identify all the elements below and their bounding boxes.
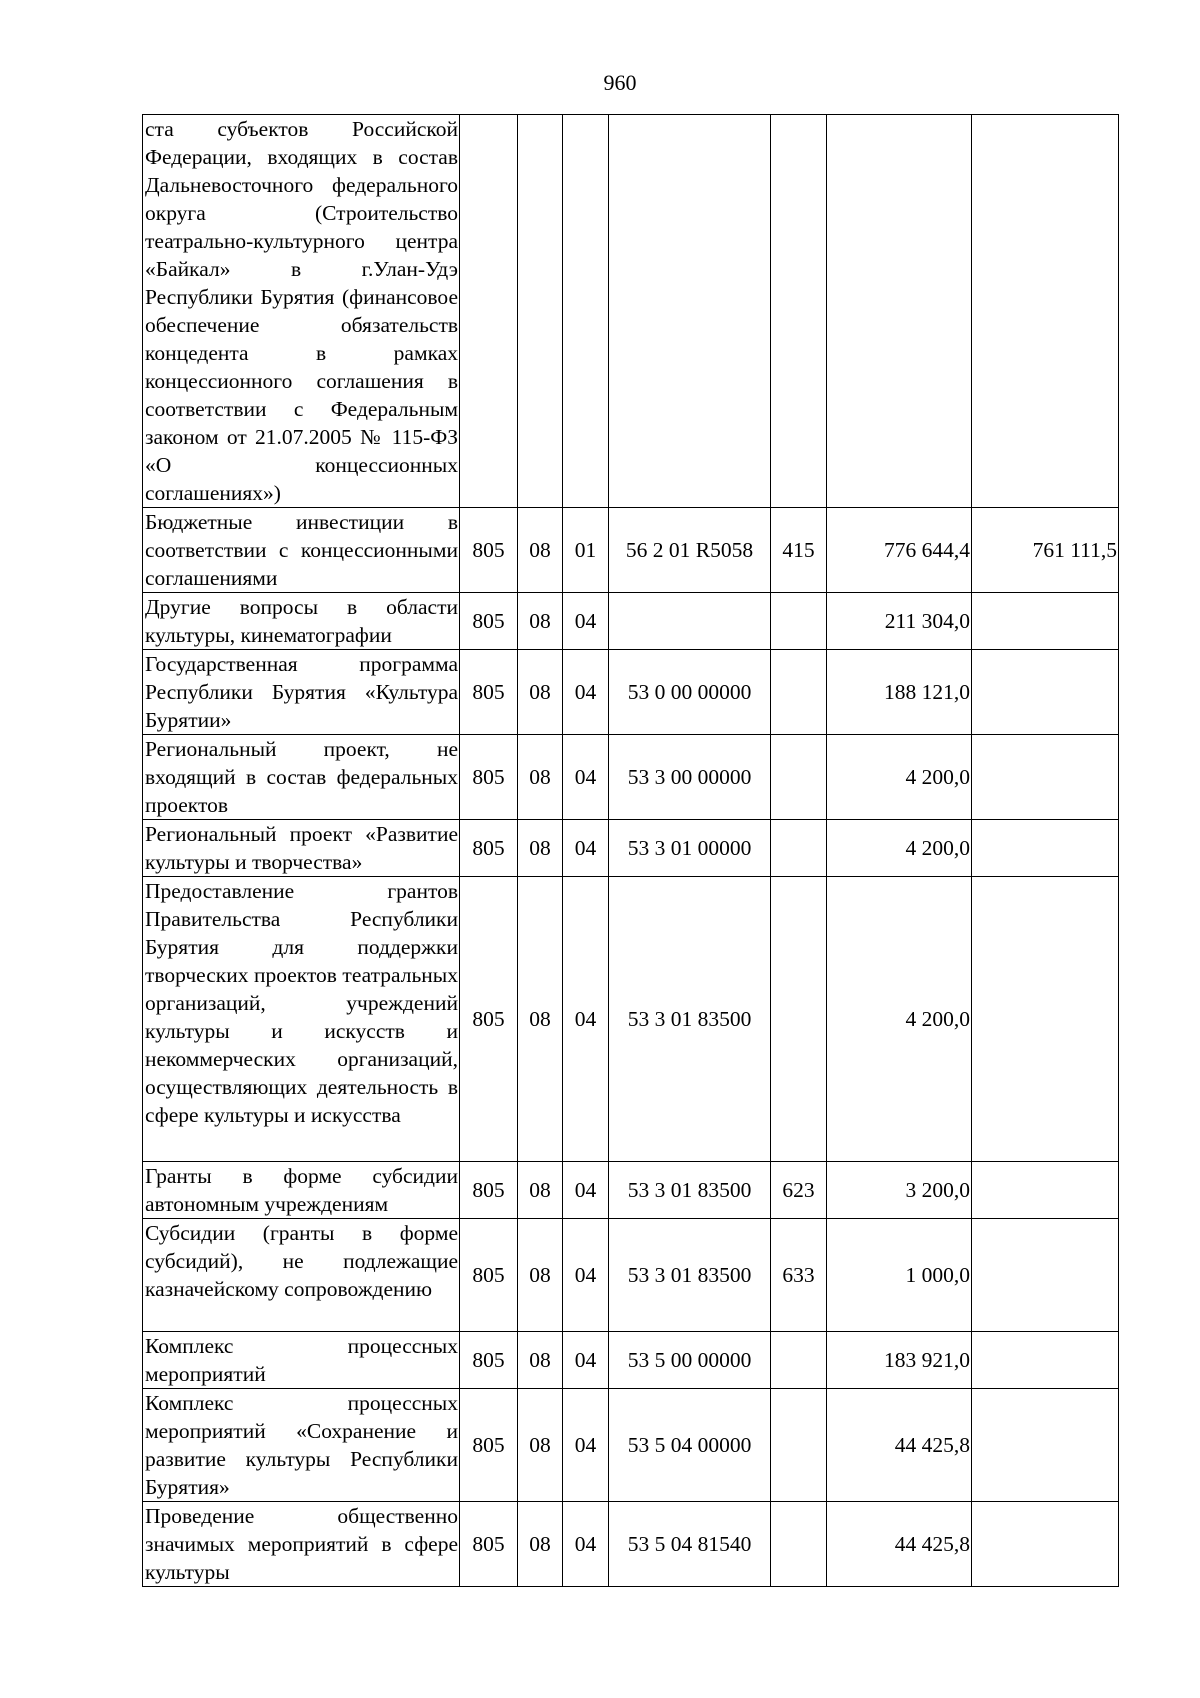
amount-2-cell: 761 111,5 — [972, 508, 1119, 593]
grbs-code-cell: 805 — [460, 820, 518, 877]
section-code-cell: 08 — [518, 1219, 563, 1332]
section-code-cell: 08 — [518, 735, 563, 820]
grbs-code-cell: 805 — [460, 650, 518, 735]
subsection-code-cell: 01 — [563, 508, 609, 593]
row-name-cell: Региональный проект, не входящий в состав федеральных проектов — [143, 735, 460, 820]
expense-type-cell — [771, 1332, 827, 1389]
grbs-code-cell: 805 — [460, 1389, 518, 1502]
amount-1-cell: 211 304,0 — [827, 593, 972, 650]
table-row — [143, 735, 1119, 820]
table-row — [143, 1162, 1119, 1219]
subsection-code-cell: 04 — [563, 1332, 609, 1389]
amount-1-cell: 1 000,0 — [827, 1219, 972, 1332]
table-row — [143, 877, 1119, 1162]
section-code-cell: 08 — [518, 877, 563, 1162]
amount-1-cell: 4 200,0 — [827, 877, 972, 1162]
table-row — [143, 508, 1119, 593]
row-name-cell: Бюджетные инвестиции в соответствии с концессионными соглашениями — [143, 508, 460, 593]
amount-2-cell — [972, 1162, 1119, 1219]
target-article-cell: 53 5 04 00000 — [609, 1389, 771, 1502]
expense-type-cell: 633 — [771, 1219, 827, 1332]
target-article-cell: 53 5 00 00000 — [609, 1332, 771, 1389]
target-article-cell: 53 0 00 00000 — [609, 650, 771, 735]
section-code-cell: 08 — [518, 508, 563, 593]
amount-1-cell: 4 200,0 — [827, 820, 972, 877]
grbs-code-cell: 805 — [460, 593, 518, 650]
amount-1-cell: 4 200,0 — [827, 735, 972, 820]
table-row — [143, 1219, 1119, 1332]
row-name-cell: Гранты в форме субсидии автономным учреждениям — [143, 1162, 460, 1219]
subsection-code-cell: 04 — [563, 1219, 609, 1332]
table-body — [143, 115, 1119, 1587]
amount-1-cell: 776 644,4 — [827, 508, 972, 593]
table-row — [143, 820, 1119, 877]
expense-type-cell — [771, 735, 827, 820]
grbs-code-cell: 805 — [460, 735, 518, 820]
expense-type-cell — [771, 877, 827, 1162]
grbs-code-cell: 805 — [460, 1332, 518, 1389]
table-row — [143, 1332, 1119, 1389]
subsection-code-cell — [563, 115, 609, 508]
page-number: 960 — [603, 70, 637, 95]
budget-table — [142, 114, 1119, 1587]
grbs-code-cell: 805 — [460, 508, 518, 593]
grbs-code-cell — [460, 115, 518, 508]
amount-1-cell: 3 200,0 — [827, 1162, 972, 1219]
grbs-code-cell: 805 — [460, 877, 518, 1162]
grbs-code-cell: 805 — [460, 1162, 518, 1219]
target-article-cell: 53 5 04 81540 — [609, 1502, 771, 1587]
amount-2-cell — [972, 593, 1119, 650]
row-name-cell: Государственная программа Республики Бурятия «Культура Бурятии» — [143, 650, 460, 735]
target-article-cell: 53 3 01 00000 — [609, 820, 771, 877]
amount-1-cell: 44 425,8 — [827, 1502, 972, 1587]
row-name-cell: Субсидии (гранты в форме субсидий), не подлежащие казначейскому сопровождению — [143, 1219, 460, 1332]
table-row — [143, 1502, 1119, 1587]
target-article-cell: 56 2 01 R5058 — [609, 508, 771, 593]
expense-type-cell — [771, 820, 827, 877]
table-row — [143, 1389, 1119, 1502]
subsection-code-cell: 04 — [563, 1502, 609, 1587]
subsection-code-cell: 04 — [563, 1162, 609, 1219]
amount-2-cell — [972, 1332, 1119, 1389]
section-code-cell: 08 — [518, 820, 563, 877]
expense-type-cell — [771, 115, 827, 508]
section-code-cell: 08 — [518, 1162, 563, 1219]
amount-2-cell — [972, 650, 1119, 735]
row-name-cell: Проведение общественно значимых мероприятий в сфере культуры — [143, 1502, 460, 1587]
expense-type-cell: 415 — [771, 508, 827, 593]
subsection-code-cell: 04 — [563, 593, 609, 650]
subsection-code-cell: 04 — [563, 820, 609, 877]
section-code-cell: 08 — [518, 650, 563, 735]
grbs-code-cell: 805 — [460, 1219, 518, 1332]
expense-type-cell — [771, 1502, 827, 1587]
row-name-cell: Региональный проект «Развитие культуры и творчества» — [143, 820, 460, 877]
grbs-code-cell: 805 — [460, 1502, 518, 1587]
subsection-code-cell: 04 — [563, 735, 609, 820]
section-code-cell: 08 — [518, 593, 563, 650]
section-code-cell: 08 — [518, 1332, 563, 1389]
amount-1-cell: 44 425,8 — [827, 1389, 972, 1502]
row-name-cell: Комплекс процессных мероприятий «Сохранение и развитие культуры Республики Бурятия» — [143, 1389, 460, 1502]
table-row — [143, 593, 1119, 650]
row-name-cell: Другие вопросы в области культуры, кинематографии — [143, 593, 460, 650]
amount-2-cell — [972, 877, 1119, 1162]
row-name-cell: Комплекс процессных мероприятий — [143, 1332, 460, 1389]
expense-type-cell — [771, 650, 827, 735]
amount-1-cell: 183 921,0 — [827, 1332, 972, 1389]
subsection-code-cell: 04 — [563, 650, 609, 735]
expense-type-cell — [771, 593, 827, 650]
amount-2-cell — [972, 735, 1119, 820]
target-article-cell — [609, 115, 771, 508]
target-article-cell: 53 3 00 00000 — [609, 735, 771, 820]
subsection-code-cell: 04 — [563, 877, 609, 1162]
section-code-cell — [518, 115, 563, 508]
section-code-cell: 08 — [518, 1389, 563, 1502]
target-article-cell: 53 3 01 83500 — [609, 877, 771, 1162]
section-code-cell: 08 — [518, 1502, 563, 1587]
amount-1-cell — [827, 115, 972, 508]
target-article-cell — [609, 593, 771, 650]
amount-2-cell — [972, 115, 1119, 508]
expense-type-cell: 623 — [771, 1162, 827, 1219]
expense-type-cell — [771, 1389, 827, 1502]
target-article-cell: 53 3 01 83500 — [609, 1219, 771, 1332]
amount-2-cell — [972, 1502, 1119, 1587]
row-name-cell: Предоставление грантов Правительства Республики Бурятия для поддержки творческих проектов театральных организаций, учреждений культуры и искусств и некоммерческих организаций, осуществляющих деятельность в сфере культуры и искусства — [143, 877, 460, 1162]
target-article-cell: 53 3 01 83500 — [609, 1162, 771, 1219]
amount-2-cell — [972, 1389, 1119, 1502]
subsection-code-cell: 04 — [563, 1389, 609, 1502]
row-name-cell: ста субъектов Российской Федерации, входящих в состав Дальневосточного федерального округа (Строительство театрально-культурного центра «Байкал» в г.Улан-Удэ Республики Бурятия (финансовое обеспечение обязательств концедента в рамках концессионного соглашения в соответствии с Федеральным законом от 21.07.2005 № 115-ФЗ «О концессионных соглашениях») — [143, 115, 460, 508]
amount-2-cell — [972, 1219, 1119, 1332]
table-row — [143, 115, 1119, 508]
amount-2-cell — [972, 820, 1119, 877]
amount-1-cell: 188 121,0 — [827, 650, 972, 735]
table-row — [143, 650, 1119, 735]
